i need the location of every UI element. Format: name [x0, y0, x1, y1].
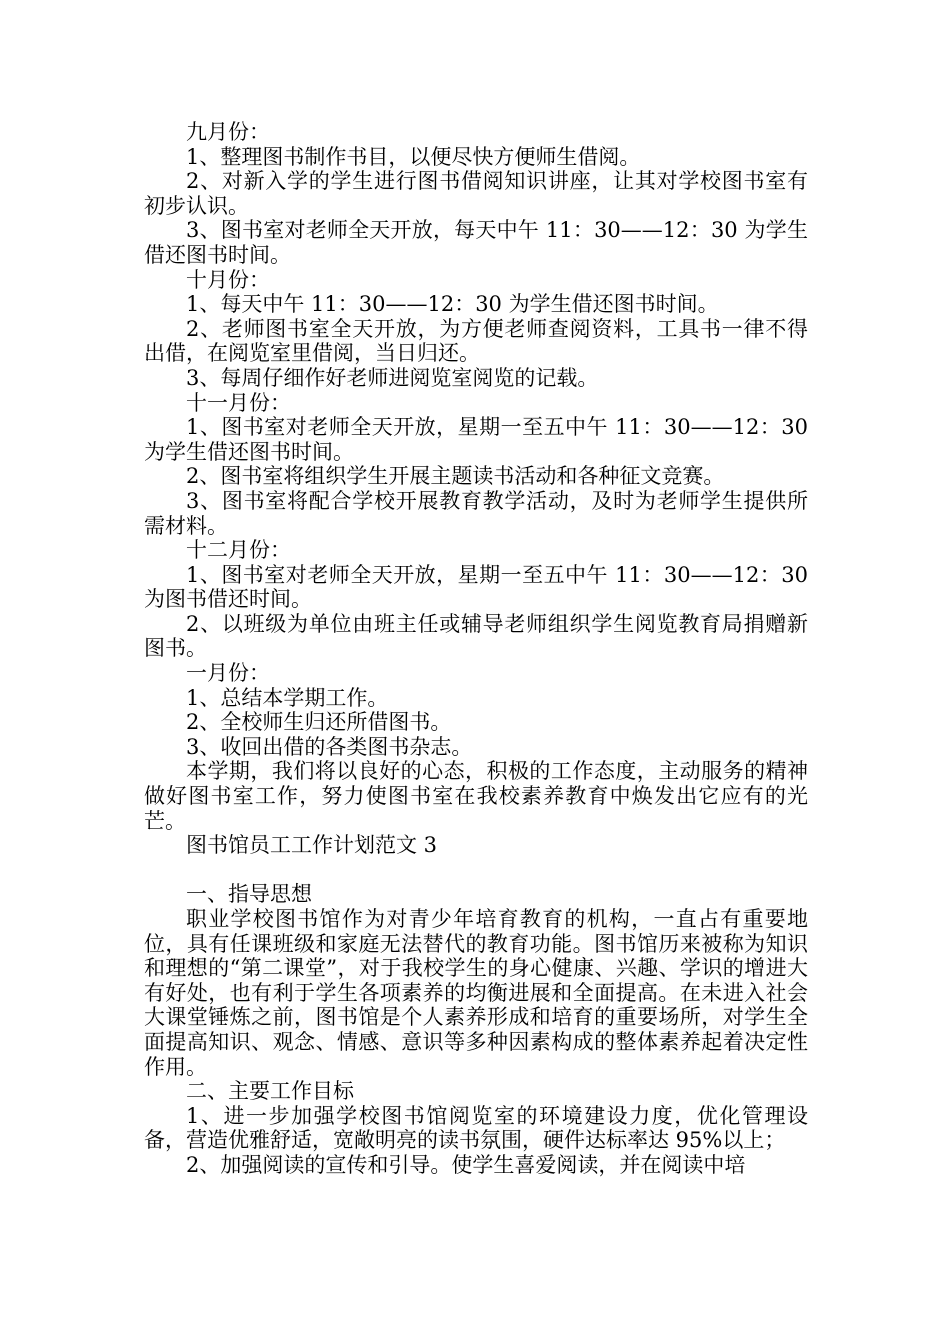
paragraph: 2、对新入学的学生进行图书借阅知识讲座，让其对学校图书室有初步认识。	[144, 169, 808, 218]
paragraph: 九月份：	[186, 120, 270, 144]
paragraph: 2、加强阅读的宣传和引导。使学生喜爱阅读，并在阅读中培	[186, 1152, 746, 1177]
paragraph: 1、每天中午 11：30——12：30 为学生借还图书时间。	[186, 292, 719, 317]
paragraph: 1、图书室对老师全天开放，星期一至五中午 11：30——12：30 为学生借还图书时间。	[144, 415, 808, 464]
paragraph: 十二月份：	[186, 538, 291, 563]
paragraph: 1、图书室对老师全天开放，星期一至五中午 11：30——12：30 为图书借还时间。	[144, 562, 808, 612]
paragraph: 2、老师图书室全天开放，为方便老师查阅资料，工具书一律不得出借，在阅览室里借阅，当日归还。	[144, 316, 808, 366]
paragraph: 十一月份：	[186, 390, 291, 415]
paragraph: 1、整理图书制作书目，以便尽快方便师生借阅。	[186, 144, 641, 169]
blank-line	[144, 858, 808, 883]
paragraph: 一、指导思想	[186, 882, 312, 907]
paragraph: 3、每周仔细作好老师进阅览室阅览的记载。	[186, 365, 599, 390]
paragraph: 职业学校图书馆作为对青少年培育教育的机构，一直占有重要地位，具有任课班级和家庭无法替代的教育功能。图书馆历来被称为知识和理想的“第二课堂”，对于我校学生的身心健康、兴趣、学识的增进大有好处，也有利于学生各项素养的均衡进展和全面提高。在未进入社会大课堂锤炼之前，图书馆是个人素养形成和培育的重要场所，对学生全面提高知识、观念、情感、意识等多种因素构成的整体素养起着决定性作用。	[144, 907, 808, 1079]
paragraph: 3、图书室对老师全天开放，每天中午 11：30——12：30 为学生借还图书时间。	[144, 218, 808, 267]
paragraph: 3、图书室将配合学校开展教育教学活动，及时为老师学生提供所需材料。	[144, 488, 808, 538]
paragraph: 1、进一步加强学校图书馆阅览室的环境建设力度，优化管理设备，营造优雅舒适，宽敞明亮的读书氛围，硬件达标率达 95%以上；	[144, 1103, 808, 1153]
paragraph: 本学期，我们将以良好的心态，积极的工作态度，主动服务的精神做好图书室工作，努力使图书室在我校素养教育中焕发出它应有的光芒。	[144, 759, 808, 833]
paragraph: 十月份：	[186, 267, 270, 292]
paragraph: 2、全校师生归还所借图书。	[186, 710, 452, 735]
document-body	[144, 120, 808, 1178]
paragraph: 3、收回出借的各类图书杂志。	[186, 734, 473, 759]
paragraph: 1、总结本学期工作。	[186, 685, 389, 710]
paragraph: 图书馆员工工作计划范文 3	[186, 833, 438, 858]
paragraph: 2、以班级为单位由班主任或辅导老师组织学生阅览教育局捐赠新图书。	[144, 611, 808, 661]
paragraph: 二、主要工作目标	[186, 1079, 354, 1104]
paragraph: 2、图书室将组织学生开展主题读书活动和各种征文竞赛。	[186, 464, 725, 489]
paragraph: 一月份：	[186, 661, 270, 686]
